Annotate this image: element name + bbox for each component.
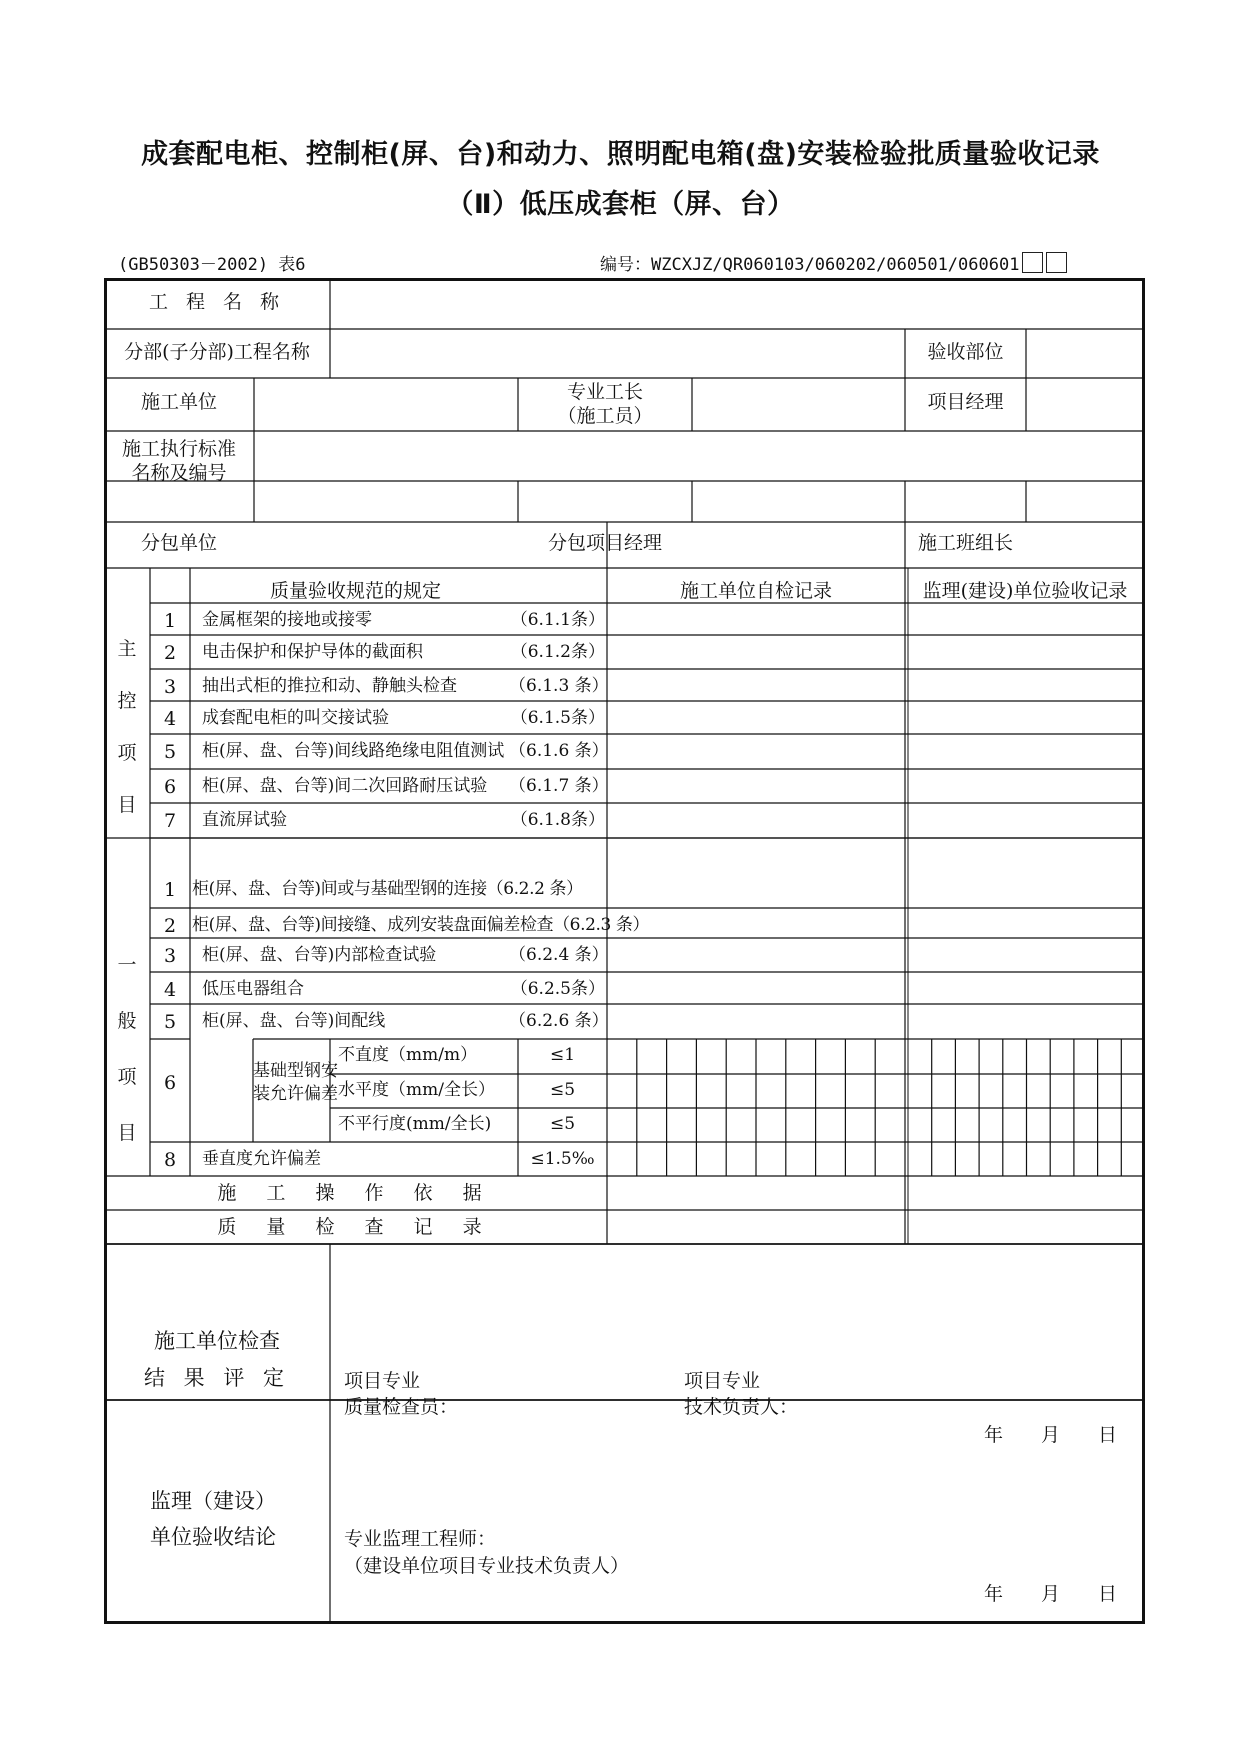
team-leader-label: 施工班组长 (917, 532, 1013, 554)
foreman-label-2: （施工员） (557, 405, 653, 427)
main-item-no: 6 (163, 776, 177, 798)
main-items-label-char: 主 (117, 638, 137, 660)
main-item-desc: 电击保护和保护导体的截面积 (202, 642, 423, 662)
supervision-date: 年 月 日 (984, 1583, 1118, 1605)
main-item-desc: 柜(屏、盘、台等)间二次回路耐压试验 (202, 776, 488, 796)
number-box-1[interactable] (1022, 252, 1043, 273)
item8-desc: 垂直度允许偏差 (202, 1149, 321, 1169)
general-items-label-char: 目 (117, 1122, 137, 1144)
general-items-label-char: 般 (117, 1010, 137, 1032)
item6-measure-name: 不平行度(mm/全长) (338, 1114, 492, 1134)
subcontract-unit-label: 分包单位 (140, 532, 217, 554)
construction-check-label-2: 结 果 评 定 (143, 1366, 291, 1390)
construction-check-label-1: 施工单位检查 (154, 1329, 280, 1353)
main-item-clause: （6.1.1条） (510, 610, 605, 630)
construction-unit-label: 施工单位 (140, 391, 217, 413)
general-item-clause: （6.2.6 条） (509, 1011, 609, 1031)
main-items-label-char: 控 (117, 690, 137, 712)
number-box-2[interactable] (1046, 252, 1067, 273)
form-number (600, 250, 1067, 275)
supervision-label-1: 监理（建设） (150, 1489, 276, 1513)
general-item-no: 1 (163, 879, 177, 901)
main-item-clause: （6.1.3 条） (509, 676, 609, 696)
project-name-label: 工 程 名 称 (148, 291, 286, 313)
project-manager-label: 项目经理 (927, 391, 1004, 413)
main-item-clause: （6.1.6 条） (509, 741, 609, 761)
tech-label-1: 项目专业 (684, 1370, 761, 1392)
acceptance-part-label: 验收部位 (927, 341, 1004, 363)
general-item-desc: 柜(屏、盘、台等)内部检查试验 (202, 945, 437, 965)
inspector-label-2: 质量检查员： (344, 1396, 459, 1418)
item6-label-1: 基础型钢安 (253, 1061, 338, 1081)
general-item-desc: 低压电器组合 (202, 979, 304, 999)
main-item-desc: 成套配电柜的叫交接试验 (202, 708, 389, 728)
construction-check-date: 年 月 日 (984, 1424, 1118, 1446)
standard-label-2: 名称及编号 (131, 462, 227, 484)
general-item-desc: 柜(屏、盘、台等)间接缝、成列安装盘面偏差检查（6.2.3 条） (192, 915, 650, 935)
tech-label-2: 技术负责人： (684, 1396, 799, 1418)
general-item-no: 4 (163, 979, 177, 1001)
main-items-label-char: 目 (117, 794, 137, 816)
general-item-clause: （6.2.5条） (510, 979, 605, 999)
general-item-no: 5 (163, 1011, 177, 1033)
item6-limit: ≤1 (549, 1045, 576, 1065)
spec-header: 质量验收规范的规定 (269, 580, 441, 602)
form-number-label: 编号：WZCXJZ/QR060103/060202/060501/060601 (600, 255, 1020, 275)
main-item-no: 5 (163, 741, 177, 763)
general-item-no: 3 (163, 945, 177, 967)
supervision-label-2: 单位验收结论 (150, 1525, 276, 1549)
form-subtitle: （Ⅱ）低压成套柜（屏、台） (446, 189, 795, 220)
main-item-clause: （6.1.5条） (510, 708, 605, 728)
subcontract-manager-label: 分包项目经理 (547, 532, 662, 554)
general-item-no: 2 (163, 915, 177, 937)
general-item-clause: （6.2.4 条） (509, 945, 609, 965)
foreman-label-1: 专业工长 (566, 381, 643, 403)
engineer-label-2: （建设单位项目专业技术负责人） (344, 1555, 630, 1577)
main-item-desc: 直流屏试验 (202, 810, 287, 830)
main-item-clause: （6.1.2条） (510, 642, 605, 662)
sub-project-label: 分部(子分部)工程名称 (124, 341, 310, 363)
general-item-desc: 柜(屏、盘、台等)间配线 (202, 1011, 386, 1031)
main-item-clause: （6.1.7 条） (509, 776, 609, 796)
main-item-no: 7 (163, 810, 177, 832)
form-title: 成套配电柜、控制柜(屏、台)和动力、照明配电箱(盘)安装检验批质量验收记录 (141, 139, 1100, 170)
acceptance-form (104, 278, 1145, 1624)
main-item-no: 4 (163, 708, 177, 730)
item6-label-2: 装允许偏差 (253, 1084, 338, 1104)
supervision-header: 监理(建设)单位验收记录 (922, 580, 1128, 602)
main-item-desc: 金属框架的接地或接零 (202, 610, 372, 630)
main-item-no: 2 (163, 642, 177, 664)
item8-limit: ≤1.5‰ (530, 1149, 595, 1169)
item6-limit: ≤5 (549, 1114, 576, 1134)
quality-record-label: 质 量 检 查 记 录 (217, 1216, 494, 1238)
inspector-label-1: 项目专业 (344, 1370, 421, 1392)
general-item6-no: 6 (163, 1072, 177, 1094)
basis-label: 施 工 操 作 依 据 (217, 1182, 494, 1204)
item6-measure-name: 不直度（mm/m） (338, 1045, 478, 1065)
self-check-header: 施工单位自检记录 (679, 580, 832, 602)
item6-measure-name: 水平度（mm/全长） (338, 1080, 495, 1100)
main-items-label-char: 项 (117, 742, 137, 764)
general-items-label-char: 项 (117, 1066, 137, 1088)
standard-reference: (GB50303－2002) 表6 (118, 255, 306, 275)
main-item-no: 3 (163, 676, 177, 698)
main-item-no: 1 (163, 610, 177, 632)
general-item8-no: 8 (163, 1149, 177, 1171)
general-items-label-char: 一 (117, 954, 137, 976)
standard-label-1: 施工执行标准 (121, 438, 236, 460)
item6-limit: ≤5 (549, 1080, 576, 1100)
engineer-label-1: 专业监理工程师： (344, 1528, 497, 1550)
main-item-desc: 柜(屏、盘、台等)间线路绝缘电阻值测试 (202, 741, 505, 761)
main-item-clause: （6.1.8条） (510, 810, 605, 830)
general-item-desc: 柜(屏、盘、台等)间或与基础型钢的连接（6.2.2 条） (192, 879, 583, 899)
main-item-desc: 抽出式柜的推拉和动、静触头检查 (202, 676, 457, 696)
